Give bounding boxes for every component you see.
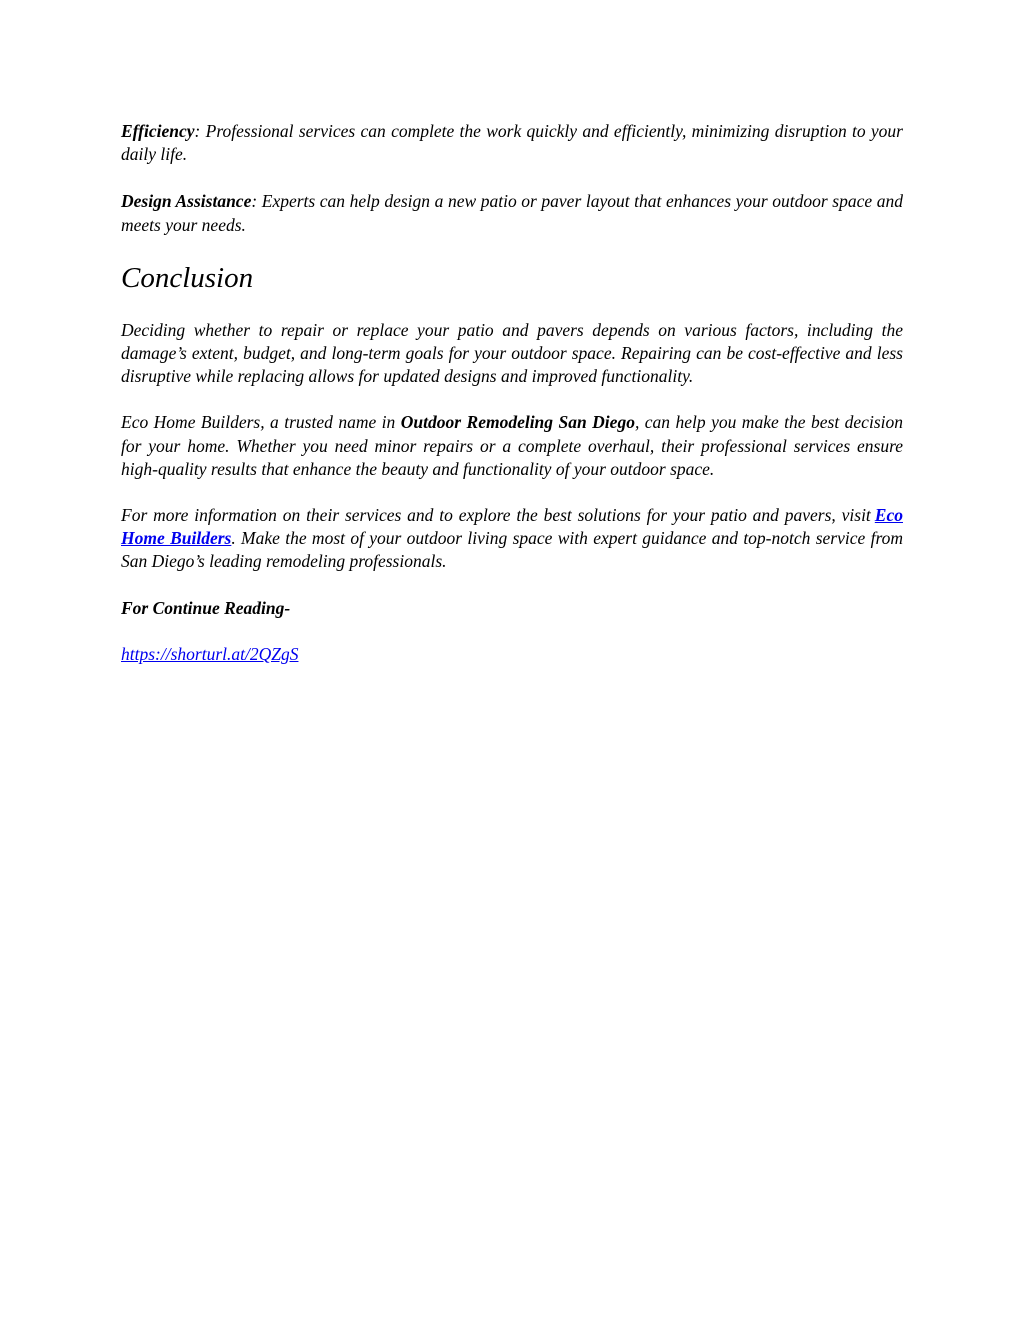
conclusion-paragraph-1: Deciding whether to repair or replace your patio and pavers depends on various factors, including the damage’s extent, budget, and long-term goals for your outdoor space. Repairing can be cost-effective and less disruptive while replacing allows for updated designs and improved functionality.	[121, 319, 903, 387]
design-assistance-paragraph	[121, 190, 903, 236]
efficiency-paragraph	[121, 120, 903, 166]
paragraph-3-rest: . Make the most of your outdoor living space with expert guidance and top-notch service from San Diego’s leading remodeling professionals.	[121, 528, 903, 572]
outdoor-remodeling-keyword: Outdoor Remodeling San Diego	[400, 412, 635, 433]
efficiency-text: : Professional services can complete the work quickly and efficiently, minimizing disruption to your daily life.	[121, 121, 903, 165]
paragraph-2-rest: , can help you make the best decision for your home. Whether you need minor repairs or a complete overhaul, their professional services ensure high-quality results that enhance the beauty and functionality of your outdoor space.	[121, 412, 903, 479]
design-assistance-term: Design Assistance	[121, 191, 252, 212]
paragraph-2-intro: Eco Home Builders, a trusted name in	[121, 412, 401, 433]
continue-reading-link-row	[121, 643, 903, 666]
conclusion-paragraph-2	[121, 411, 903, 481]
eco-home-builders-link[interactable]: Eco Home Builders	[121, 505, 903, 549]
document-page	[121, 120, 903, 689]
shorturl-link[interactable]: https://shorturl.at/2QZgS	[121, 643, 299, 664]
conclusion-paragraph-3	[121, 504, 903, 574]
conclusion-heading: Conclusion	[121, 261, 254, 294]
paragraph-3-intro: For more information on their services and to explore the best solutions for your patio and pavers, visit	[121, 505, 871, 526]
continue-reading-label: For Continue Reading-	[121, 597, 291, 618]
design-assistance-text: : Experts can help design a new patio or paver layout that enhances your outdoor space and meets your needs.	[121, 191, 903, 235]
efficiency-term: Efficiency	[121, 121, 195, 141]
